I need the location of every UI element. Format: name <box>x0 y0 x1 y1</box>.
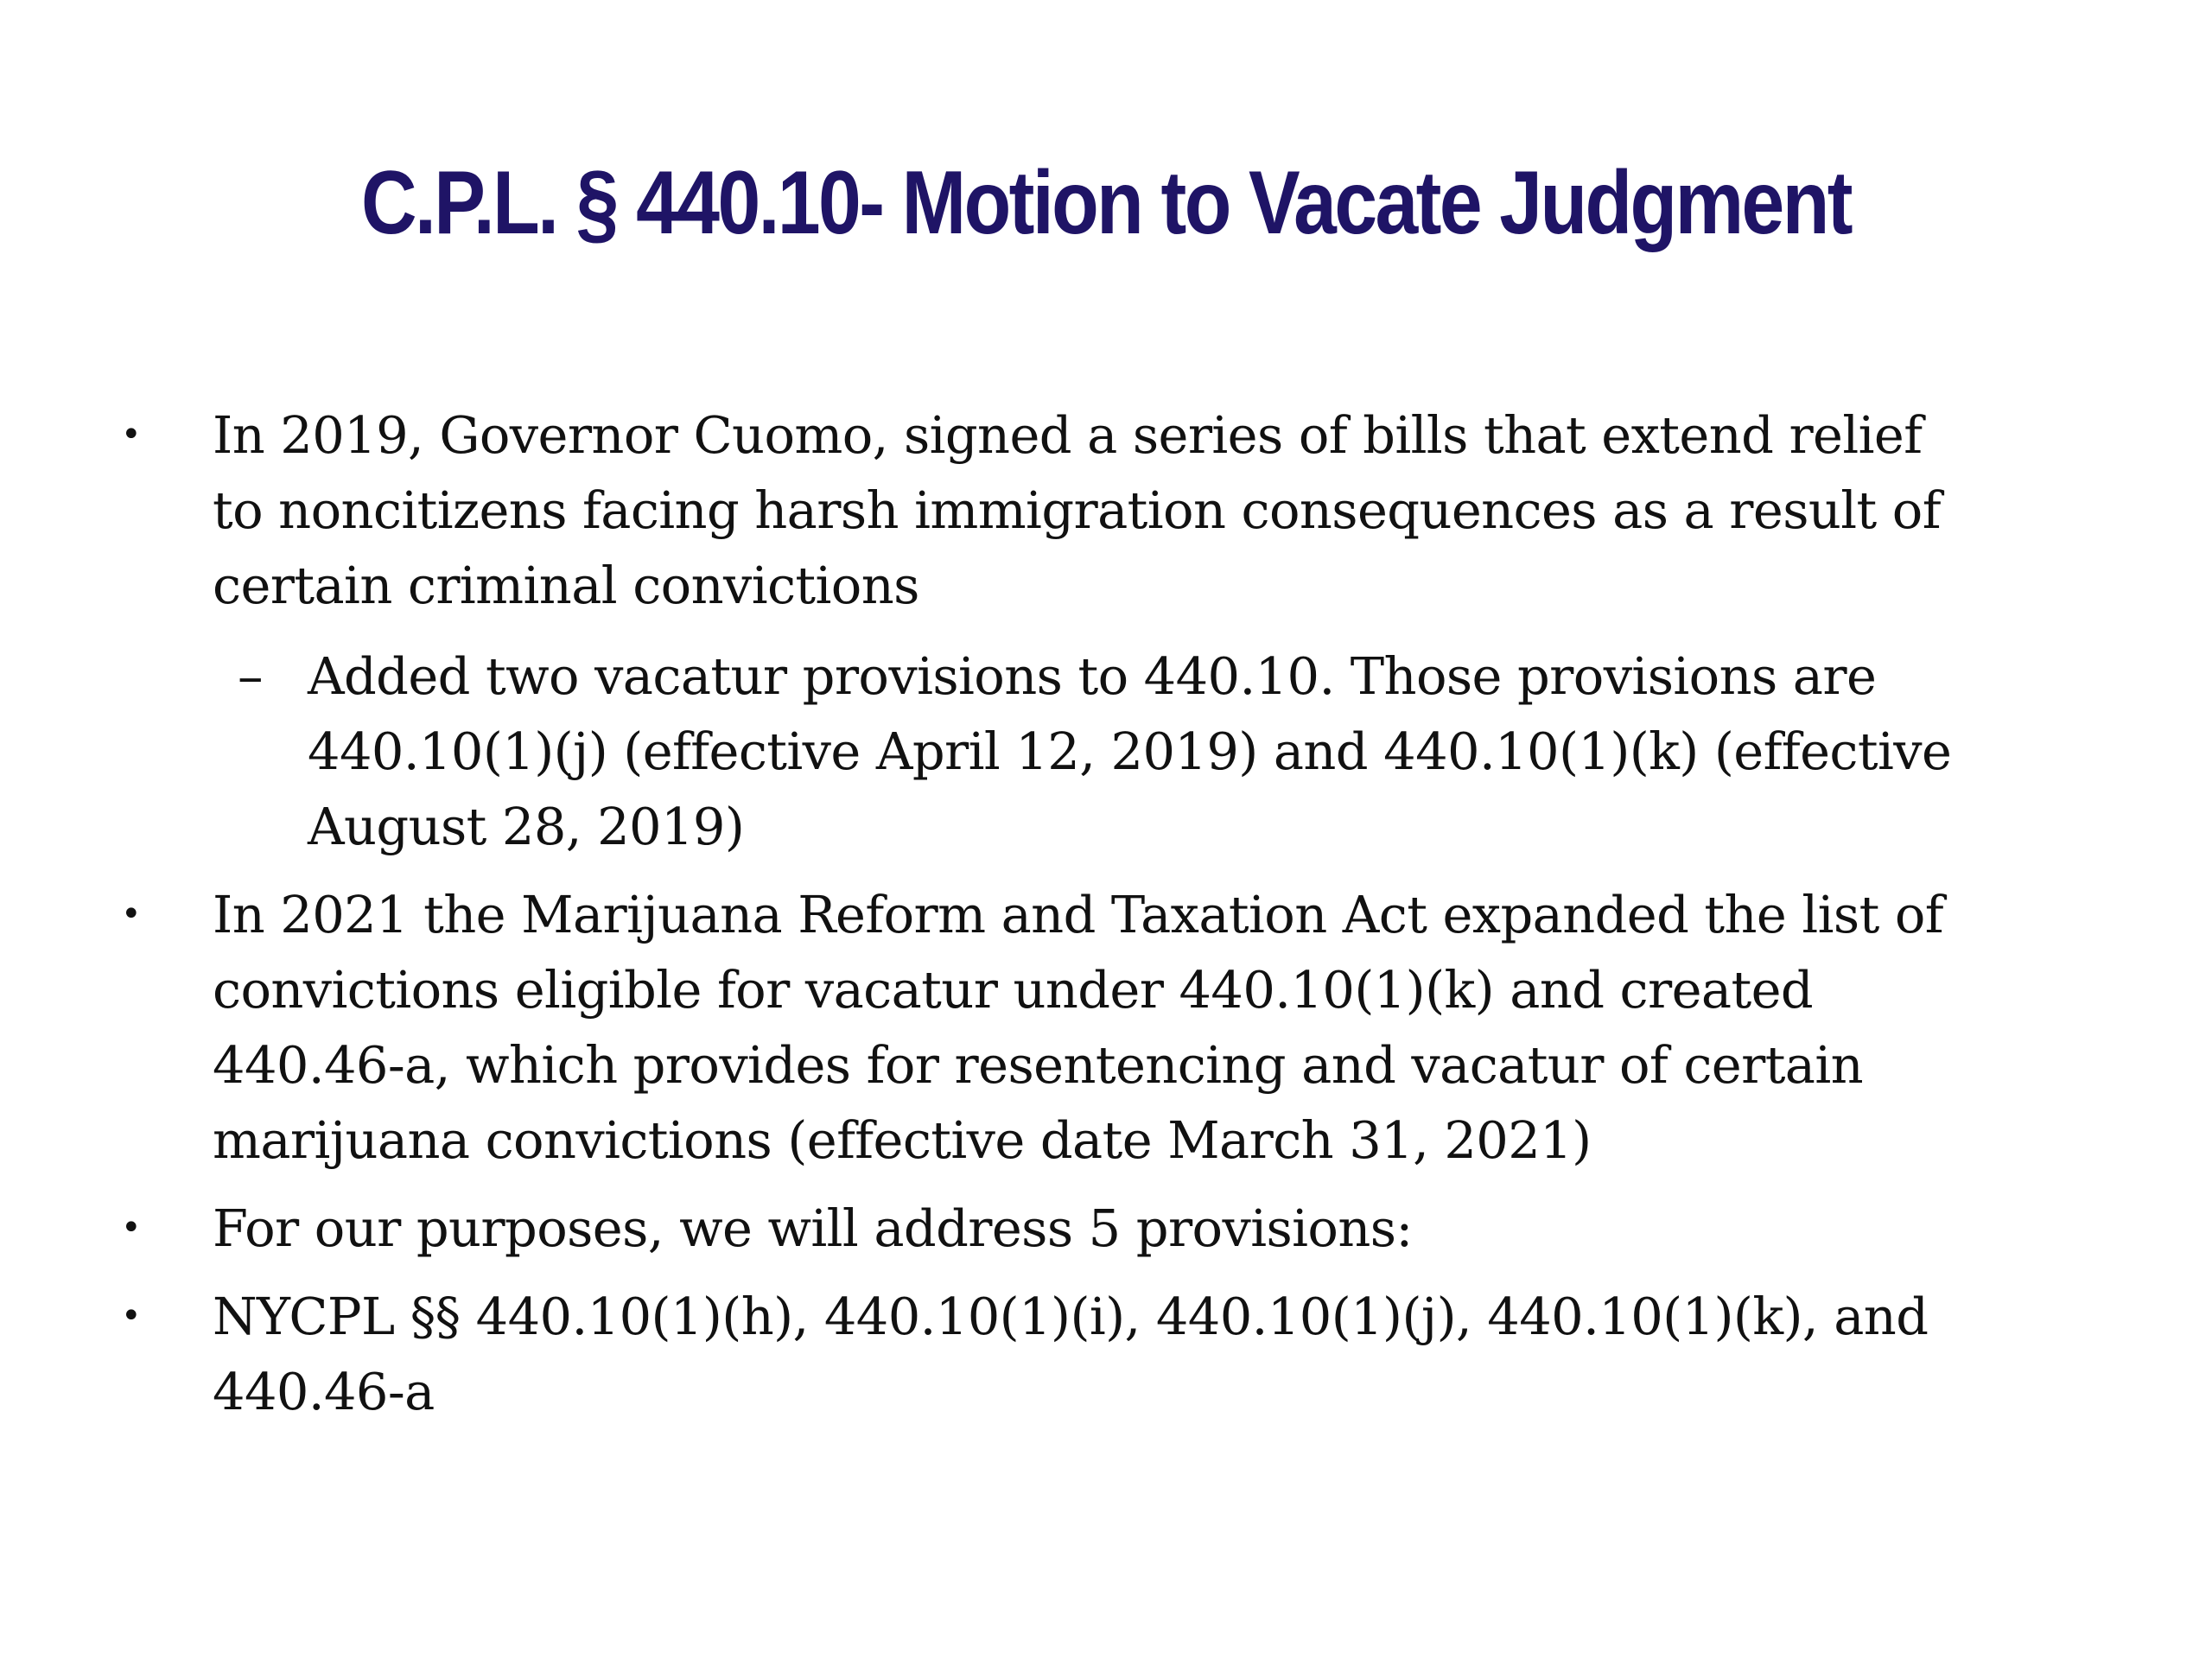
bullet-text-line: NYCPL §§ 440.10(1)(h), 440.10(1)(i), 440.10(1)(j), 440.10(1)(k), and <box>213 1287 1929 1346</box>
sub-bullet-text-line: 440.10(1)(j) (effective April 12, 2019) and 440.10(1)(k) (effective <box>308 721 1952 781</box>
bullet-text-line: In 2021 the Marijuana Reform and Taxation Act expanded the list of <box>213 885 1944 944</box>
slide-content <box>121 397 2108 1442</box>
bullet-text-line: In 2019, Governor Cuomo, signed a series of bills that extend relief <box>213 405 1923 465</box>
bullet-text-line: to noncitizens facing harsh immigration consequences as a result of <box>213 480 1941 540</box>
sub-bullet-marker: – <box>238 646 263 706</box>
bullet-item-2 <box>121 877 2108 1178</box>
bullet-item-3 <box>121 1191 2108 1266</box>
bullet-marker: • <box>121 1296 141 1336</box>
sub-bullet-item-1 <box>121 639 2108 864</box>
bullet-text-line: 440.46-a, which provides for resentencing and vacatur of certain <box>213 1035 1864 1095</box>
bullet-text-line: marijuana convictions (effective date March 31, 2021) <box>213 1110 1592 1170</box>
bullet-marker: • <box>121 1208 141 1248</box>
bullet-text-line: convictions eligible for vacatur under 440.10(1)(k) and created <box>213 960 1814 1020</box>
bullet-marker: • <box>121 894 141 934</box>
bullet-text-line: 440.46-a <box>213 1362 435 1421</box>
bullet-text-line: certain criminal convictions <box>213 556 919 615</box>
slide-title: C.P.L. § 440.10- Motion to Vacate Judgment <box>360 153 1851 253</box>
bullet-item-4 <box>121 1279 2108 1429</box>
bullet-marker: • <box>121 415 141 454</box>
sub-bullet-text-line: August 28, 2019) <box>308 797 745 856</box>
bullet-text-line: For our purposes, we will address 5 provisions: <box>213 1198 1413 1258</box>
bullet-item-1 <box>121 397 2108 623</box>
sub-bullet-text-line: Added two vacatur provisions to 440.10. Those provisions are <box>308 646 1877 706</box>
